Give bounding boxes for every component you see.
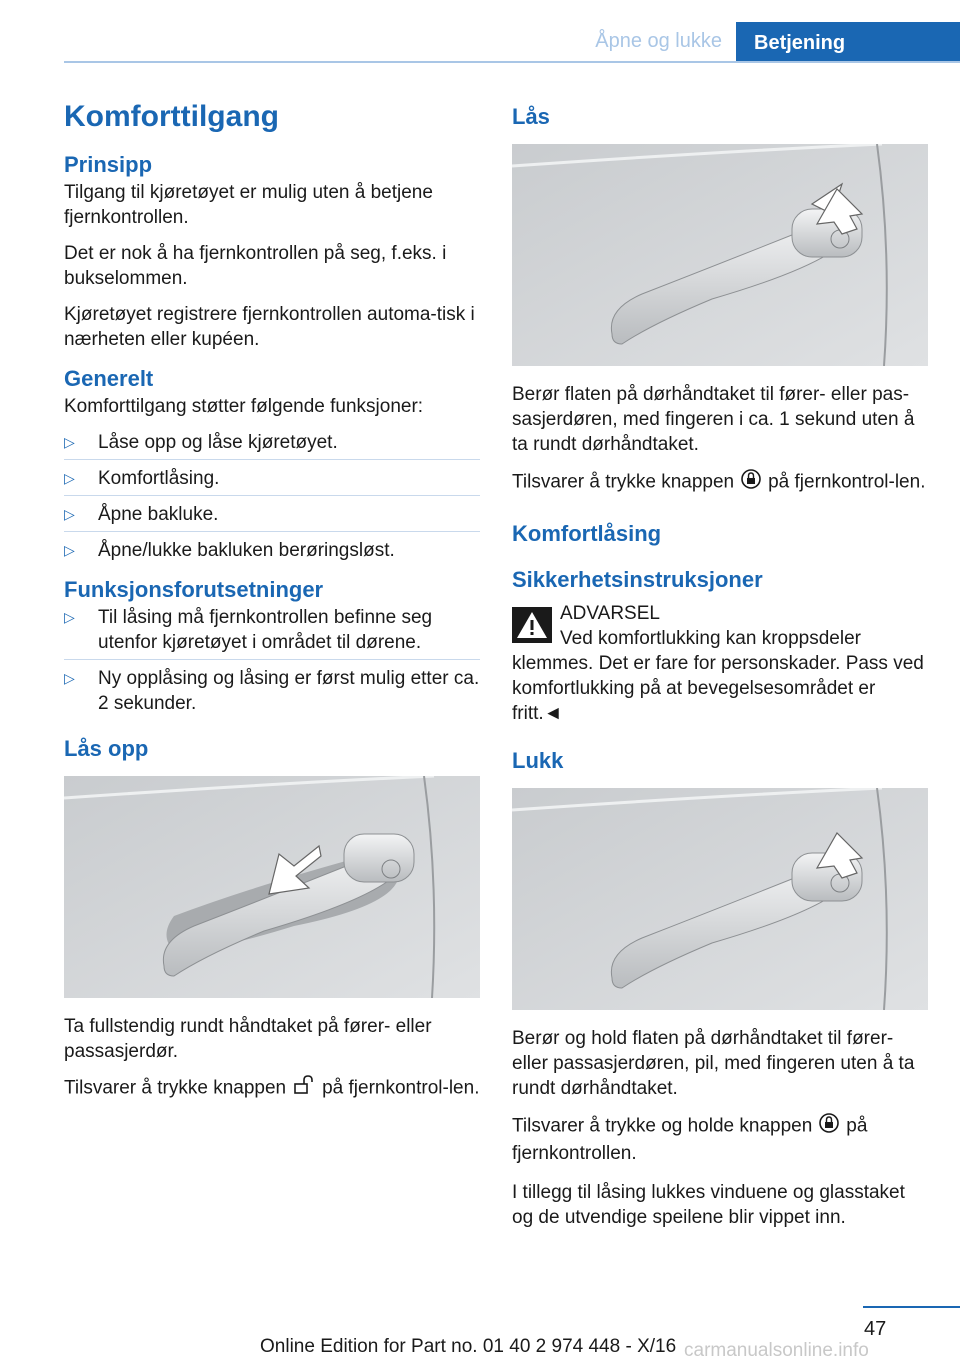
right-column <box>512 100 928 1241</box>
triangle-right-icon: ▷ <box>64 506 75 522</box>
left-column <box>64 100 480 1113</box>
unlock-paragraph-2: Tilsvarer å trykke knappen på fjernkontrol-len. <box>64 1075 480 1102</box>
triangle-right-icon: ▷ <box>64 470 75 486</box>
general-heading: Generelt <box>64 366 154 391</box>
list-item: ▷ Til låsing må fjernkontrollen befinne seg utenfor kjøretøyet i området til dørene. <box>64 605 480 660</box>
principle-paragraph-1: Tilgang til kjøretøyet er mulig uten å betjene fjernkontrollen. <box>64 182 433 228</box>
lock-key-icon <box>740 468 762 497</box>
general-feature-list <box>64 430 480 563</box>
list-item: ▷ Åpne/lukke bakluken berøringsløst. <box>64 540 395 561</box>
warning-title: ADVARSEL <box>560 603 660 624</box>
list-item: ▷ Låse opp og låse kjøretøyet. <box>64 430 480 460</box>
lock-paragraph-2: Tilsvarer å trykke knappen på fjernkontrol-len. <box>512 468 928 497</box>
page-title: Komforttilgang <box>64 100 279 133</box>
lock-key-icon <box>818 1112 840 1141</box>
list-item: ▷ Komfortlåsing. <box>64 466 480 496</box>
warning-text: Ved komfortlukking kan kroppsdeler klemmes. Det er fare for personskader. Pass ved komfortlukking på at bevegelsesområdet er fritt.◄ <box>512 628 924 724</box>
close-paragraph-2: Tilsvarer å trykke og holde knappen på fjernkontrollen. <box>512 1112 928 1166</box>
list-item: ▷ Åpne bakluke. <box>64 502 480 532</box>
principle-paragraph-2: Det er nok å ha fjernkontrollen på seg, f.eks. i bukselommen. <box>64 243 447 289</box>
safety-instructions-heading: Sikkerhetsinstruksjoner <box>512 567 763 592</box>
edition-text: Online Edition for Part no. 01 40 2 974 448 - X/16 <box>260 1336 677 1357</box>
principle-heading: Prinsipp <box>64 152 153 177</box>
triangle-right-icon: ▷ <box>64 542 75 558</box>
door-handle-lock-image <box>512 144 928 366</box>
footer-divider <box>863 1306 960 1308</box>
unlock-paragraph-1: Ta fullstendig rundt håndtaket på fører- eller passasjerdør. <box>64 1016 432 1062</box>
warning-box <box>512 601 928 726</box>
header-chapter-tab: Betjening <box>736 22 960 63</box>
door-handle-unlock-image <box>64 776 480 998</box>
close-paragraph-1: Berør og hold flaten på dørhåndtaket til fører- eller passasjerdøren, pil, med fingeren uten å ta rundt dørhåndtaket. <box>512 1028 915 1099</box>
requirements-heading: Funksjonsforutsetninger <box>64 577 324 602</box>
header-divider <box>64 61 960 63</box>
close-heading: Lukk <box>512 748 564 773</box>
triangle-right-icon: ▷ <box>64 670 75 686</box>
door-handle-close-image <box>512 788 928 1010</box>
list-item: ▷ Ny opplåsing og låsing er først mulig etter ca. 2 sekunder. <box>64 668 480 714</box>
principle-paragraph-3: Kjøretøyet registrere fjernkontrollen automa-tisk i nærheten eller kupéen. <box>64 304 475 350</box>
lock-paragraph-1: Berør flaten på dørhåndtaket til fører- eller pas-sasjerdøren, med fingeren i ca. 1 sekund uten å ta rundt dørhåndtaket. <box>512 384 915 455</box>
page-number: 47 <box>864 1318 887 1340</box>
triangle-right-icon: ▷ <box>64 434 75 450</box>
requirements-list <box>64 605 480 716</box>
unlock-heading: Lås opp <box>64 736 149 761</box>
warning-triangle-icon <box>512 607 552 643</box>
lock-heading: Lås <box>512 104 550 129</box>
watermark: carmanualsonline.info <box>684 1340 869 1361</box>
general-intro: Komforttilgang støtter følgende funksjoner: <box>64 396 424 417</box>
header-section-title: Åpne og lukke <box>595 30 722 52</box>
comfort-locking-heading: Komfortlåsing <box>512 521 662 546</box>
unlock-key-icon <box>292 1075 316 1102</box>
close-paragraph-3: I tillegg til låsing lukkes vinduene og glasstaket og de utvendige speilene blir vippet inn. <box>512 1182 905 1228</box>
triangle-right-icon: ▷ <box>64 609 75 625</box>
